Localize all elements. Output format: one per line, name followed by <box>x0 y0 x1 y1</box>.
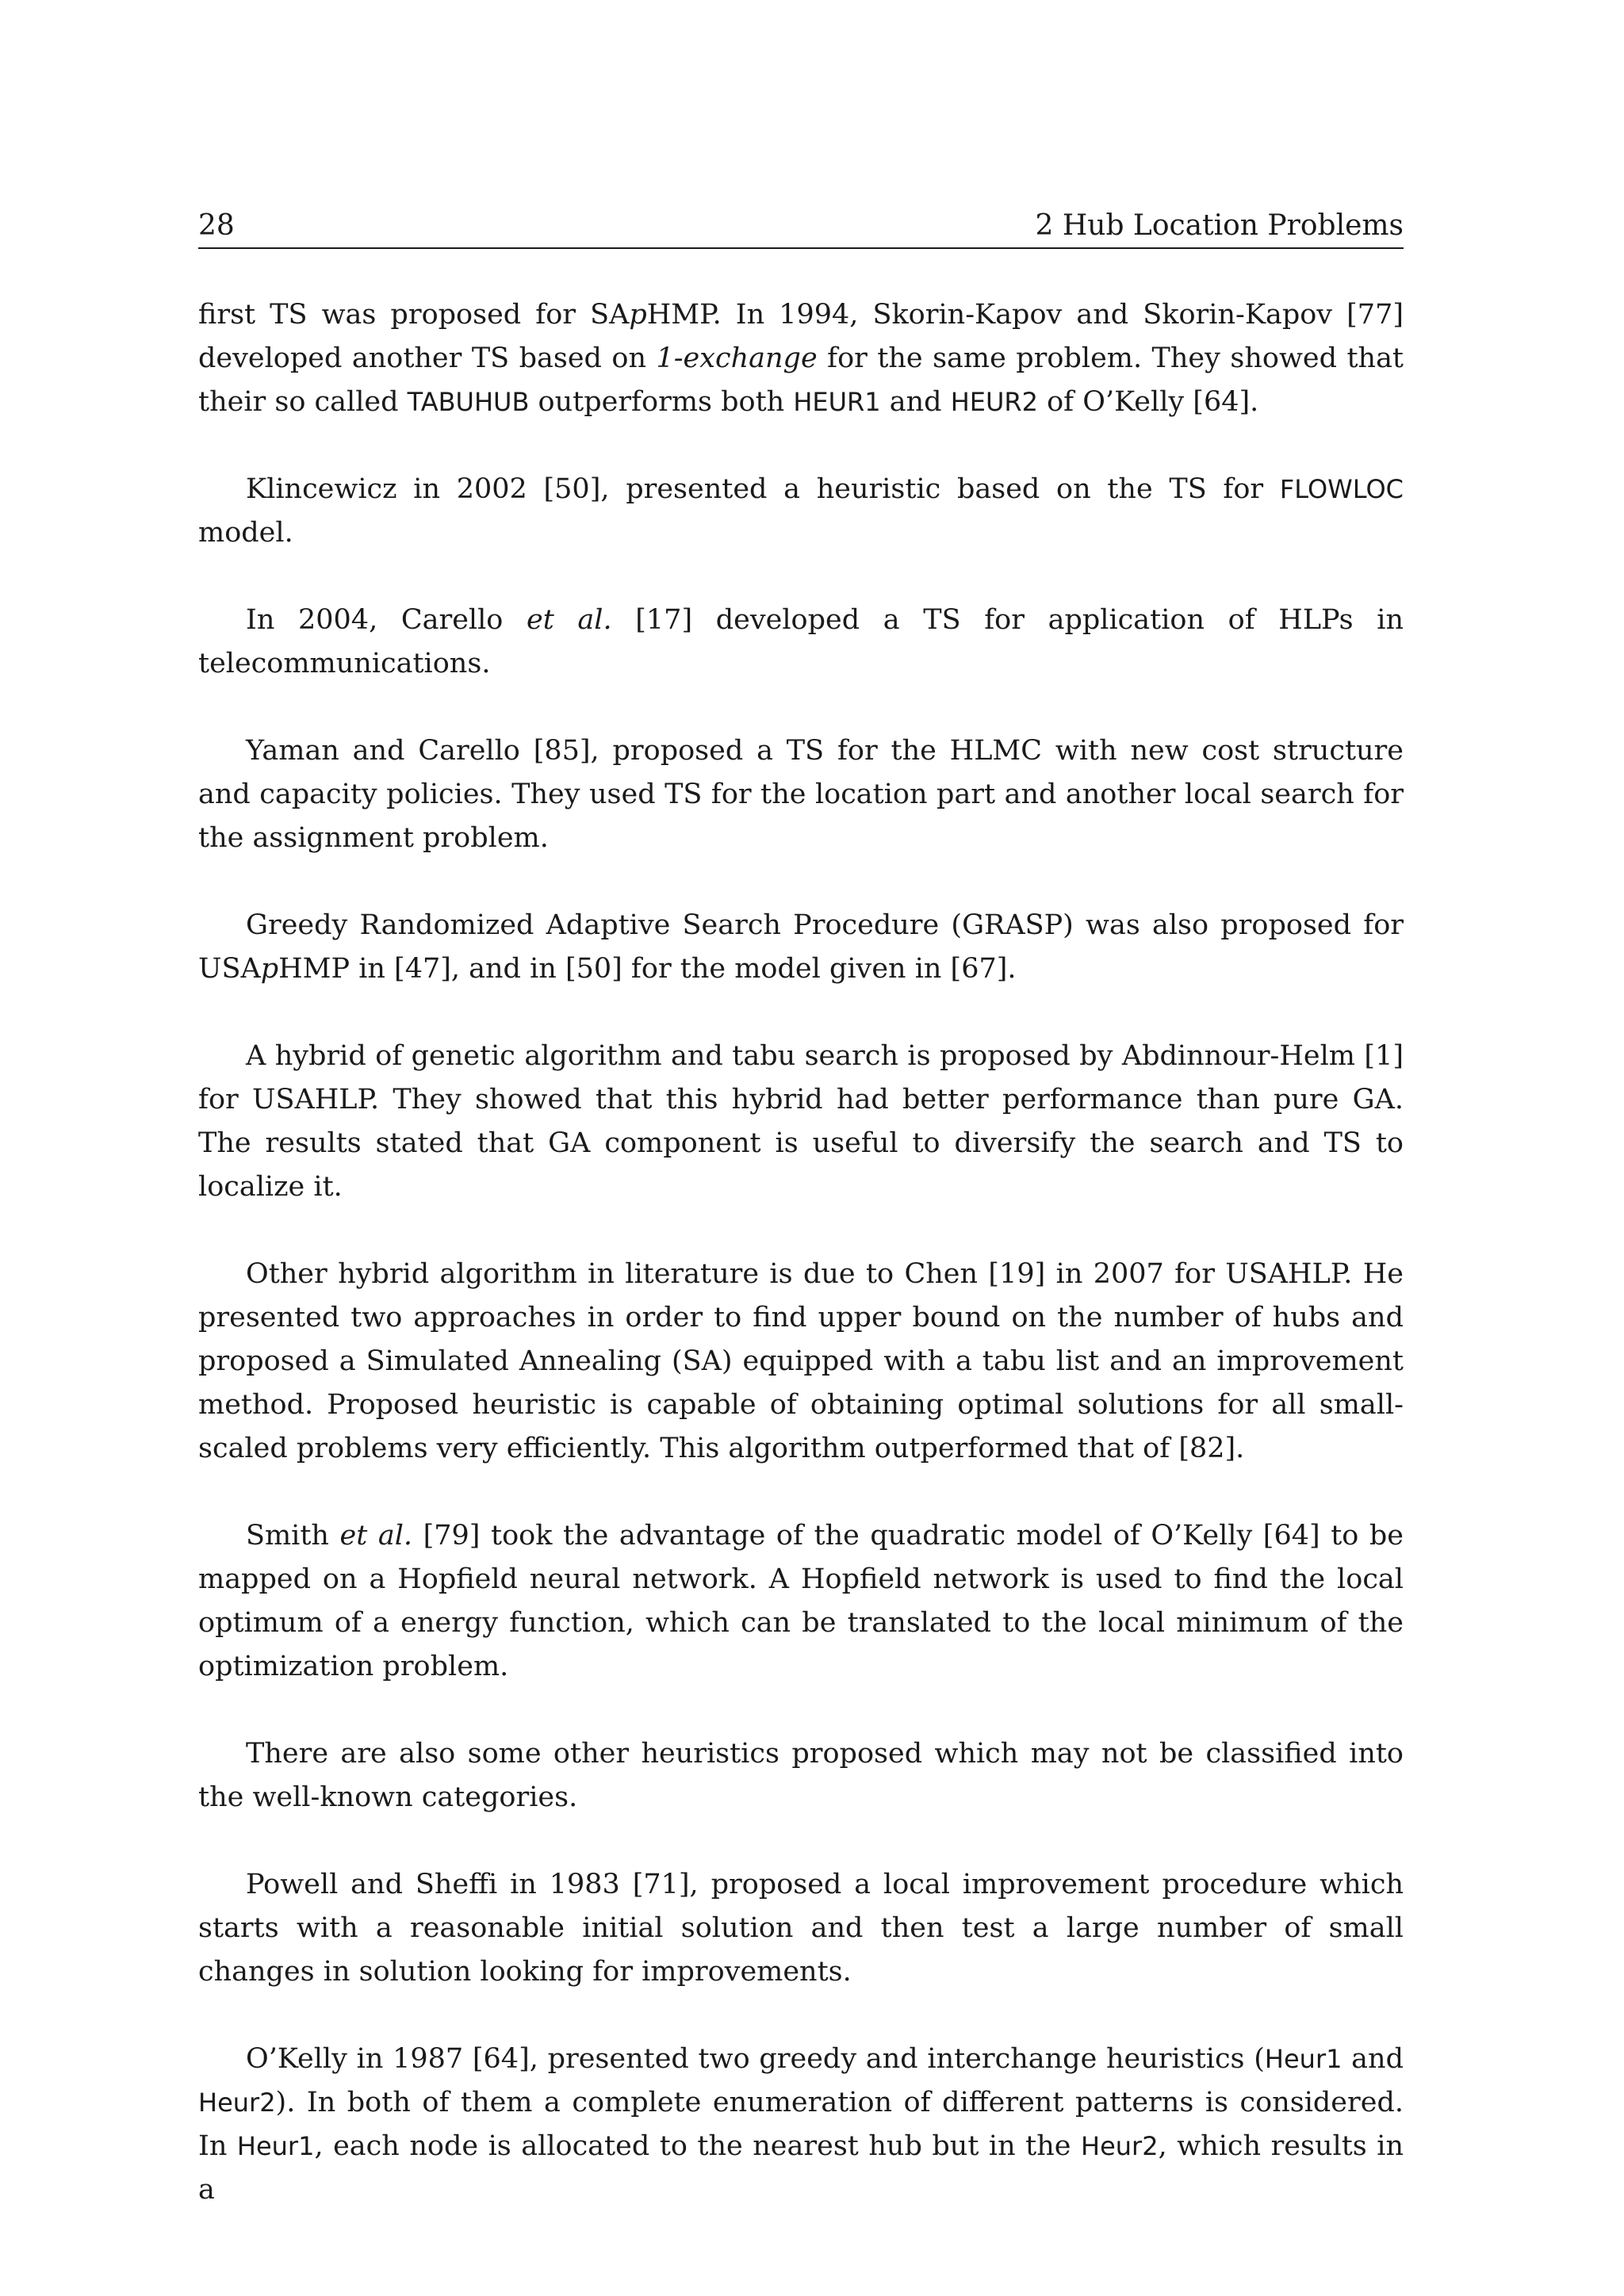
paragraph <box>198 904 1404 991</box>
text-run: [17] developed a TS for application of HLPs in telecommunications. <box>198 604 1404 679</box>
text-run: Other hybrid algorithm in literature is due to Chen [19] in 2007 for USAHLP. He presented two approaches in order to find upper bound on the number of hubs and proposed a Simulated Annealing (SA) equipped with a tabu list and an improvement method. Proposed heuristic is capable of obtaining optimal solutions for all small-scaled problems very efficiently. This algorithm outperformed that of [82]. <box>198 1258 1404 1464</box>
paragraph <box>198 1732 1404 1820</box>
text-run: first TS was proposed for SA <box>198 299 630 331</box>
code-name: HEUR2 <box>950 387 1038 417</box>
paragraph <box>198 599 1404 686</box>
paragraph <box>198 1253 1404 1471</box>
italic-text: p <box>629 299 647 331</box>
text-run: and <box>1342 2043 1404 2075</box>
text-run: O’Kelly in 1987 [64], presented two greedy and interchange heuristics ( <box>246 2043 1265 2075</box>
text-run: There are also some other heuristics proposed which may not be classified into the well-known categories. <box>198 1738 1404 1813</box>
paragraph <box>198 1035 1404 1209</box>
text-run: outperforms both <box>529 386 794 418</box>
paragraph <box>198 468 1404 555</box>
text-run: , each node is allocated to the nearest hub but in the <box>314 2130 1082 2162</box>
text-run: , which results in a <box>198 2130 1404 2206</box>
text-run: for the same problem. They showed that their so called <box>198 342 1404 418</box>
paragraph <box>198 1514 1404 1689</box>
book-page <box>198 205 1404 2218</box>
body-text <box>198 293 1404 2212</box>
code-name: Heur1 <box>236 2131 315 2161</box>
text-run: [79] took the advantage of the quadratic model of O’Kelly [64] to be mapped on a Hopfield neural network. A Hopfield network is used to find the local optimum of a energy function, which can be translated to the local minimum of the optimization problem. <box>198 1520 1404 1682</box>
paragraph <box>198 293 1404 424</box>
italic-text: et al. <box>339 1520 413 1552</box>
text-run: and <box>880 386 951 418</box>
italic-text: et al. <box>527 604 612 636</box>
code-name: TABUHUB <box>407 387 530 417</box>
text-run: HMP. In 1994, Skorin-Kapov and Skorin-Kapov [77] developed another TS based on <box>198 299 1404 374</box>
code-name: HEUR1 <box>793 387 881 417</box>
text-run: Greedy Randomized Adaptive Search Procedure (GRASP) was also proposed for USA <box>198 909 1404 985</box>
code-name: Heur2 <box>198 2087 276 2118</box>
text-run: model. <box>198 517 293 549</box>
text-run: Smith <box>246 1520 340 1552</box>
text-run: of O’Kelly [64]. <box>1037 386 1259 418</box>
text-run: Powell and Sheffi in 1983 [71], proposed a local improvement procedure which starts with a reasonable initial solution and then test a large number of small changes in solution looking for improvements. <box>198 1869 1404 1988</box>
text-run: A hybrid of genetic algorithm and tabu search is proposed by Abdinnour-Helm [1] for USAHLP. They showed that this hybrid had better performance than pure GA. The results stated that GA component is useful to diversify the search and TS to localize it. <box>198 1040 1404 1203</box>
chapter-title: 2 Hub Location Problems <box>1035 209 1404 242</box>
paragraph <box>198 729 1404 860</box>
paragraph <box>198 2038 1404 2212</box>
text-run: ). In both of them a complete enumeration of different patterns is considered. In <box>198 2087 1404 2162</box>
code-name: Heur2 <box>1081 2131 1159 2161</box>
text-run: Yaman and Carello [85], proposed a TS for the HLMC with new cost structure and capacity policies. They used TS for the location part and another local search for the assignment problem. <box>198 735 1404 854</box>
page-number: 28 <box>198 209 235 242</box>
paragraph <box>198 1863 1404 1994</box>
running-head <box>198 205 1404 249</box>
italic-text: p <box>260 953 279 985</box>
code-name: Heur1 <box>1264 2044 1342 2074</box>
text-run: HMP in [47], and in [50] for the model given in [67]. <box>278 953 1017 985</box>
italic-text: 1-exchange <box>656 342 818 374</box>
code-name: FLOWLOC <box>1279 474 1404 504</box>
text-run: In 2004, Carello <box>246 604 527 636</box>
text-run: Klincewicz in 2002 [50], presented a heuristic based on the TS for <box>246 473 1280 505</box>
